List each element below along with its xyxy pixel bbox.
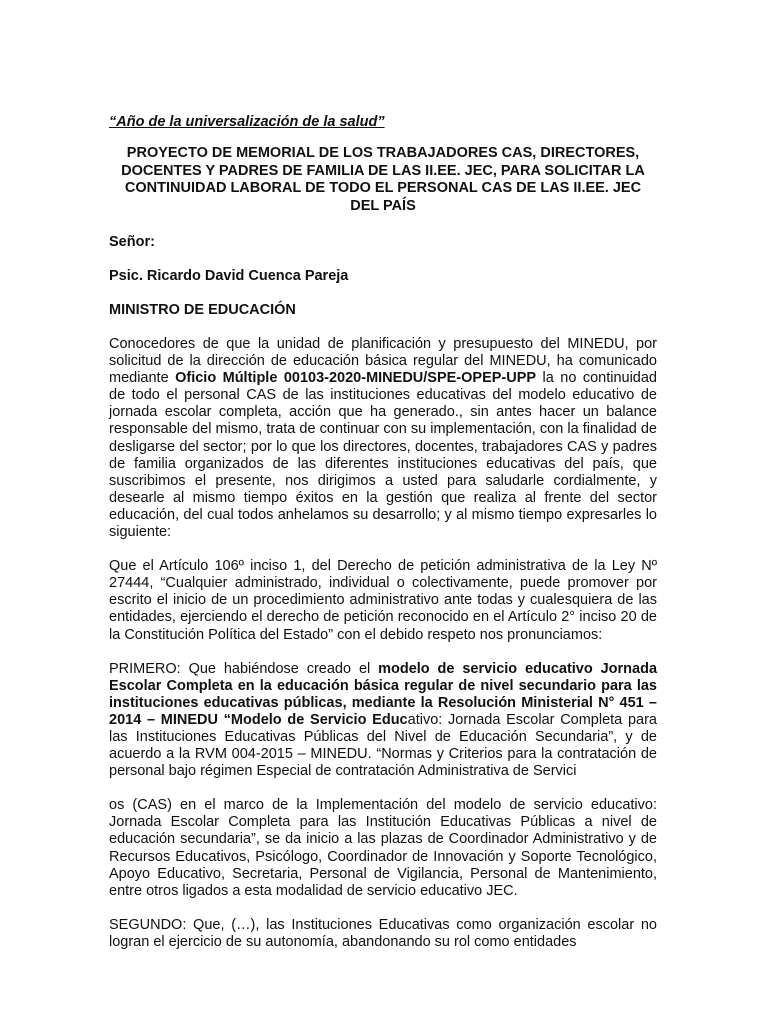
salutation: Señor: [109,234,155,250]
addressee-office: MINISTRO DE EDUCACIÓN [109,302,296,318]
addressee-name: Psic. Ricardo David Cuenca Pareja [109,268,349,284]
year-motto: “Año de la universalización de la salud” [109,114,385,130]
paragraph-segundo: SEGUNDO: Que, (…), las Instituciones Educativas como organización escolar no logran el ejercicio de su autonomía, abandonando su rol como entidades [109,916,657,950]
document-title: PROYECTO DE MEMORIAL DE LOS TRABAJADORES CAS, DIRECTORES, DOCENTES Y PADRES DE FAMILIA DE LAS II.EE. JEC, PARA SOLICITAR LA CONTINUIDAD LABORAL DE TODO EL PERSONAL CAS DE LAS II.EE. JEC DEL PAÍS [121,145,645,214]
paragraph-primero-text-a: PRIMERO: Que habiéndose creado el [109,660,379,677]
paragraph-primero [109,661,657,781]
paragraph-primero-text-b: ativo: Jornada Escolar Completa para las Instituciones Educativas Públicas del Nivel de Educación Secundaria”, y de acuerdo a la RVM 004-2015 – MINEDU. “Normas y Criterios para la contratación de personal bajo régimen Especial de contratación Administrativa de Servici [109,711,657,780]
paragraph-primero-continued: os (CAS) en el marco de la Implementación del modelo de servicio educativo: Jornada Escolar Completa para las Institución Educativas Públicas a nivel de educación secundaria”, se da inicio a las plazas de Coordinador Administrativo y de Recursos Educativos, Psicólogo, Coordinador de Innovación y Soporte Tecnológico, Apoyo Educativo, Secretaria, Personal de Vigilancia, Personal de Mantenimiento, entre otros ligados a esta modalidad de servicio educativo JEC. [109,797,657,899]
paragraph-primero-bold: modelo de servicio educativo Jornada Escolar Completa en la educación básica regular de nivel secundario para las instituciones educativas públicas, mediante la Resolución Ministerial N° 451 – 2014 – MINEDU “Modelo de Servicio Educ [109,660,658,728]
paragraph-intro-text-b: la no continuidad de todo el personal CAS de las instituciones educativas del modelo educativo de jornada escolar completa, acción que ha generado., sin antes hacer un balance responsable del mismo, trata de continuar con su implementación, con la finalidad de desligarse del sector; por lo que los directores, docentes, trabajadores CAS y padres de familia organizados de las diferentes instituciones educativas del país, que suscribimos el presente, nos dirigimos a usted para saludarle cordialmente, y desearle al mismo tiempo éxitos en la gestión que realiza al frente del sector educación, del cual todos anhelamos su desarrollo; y al mismo tiempo expresarles lo siguiente: [109,370,657,541]
document-body [109,114,657,968]
paragraph-intro-text-a: Conocedores de que la unidad de planificación y presupuesto del MINEDU, por solicitud de la dirección de educación básica regular del MINEDU, ha comunicado mediante [109,336,657,387]
paragraph-intro [109,336,657,541]
oficio-reference: Oficio Múltiple 00103-2020-MINEDU/SPE-OPEP-UPP [175,370,537,387]
paragraph-legal-basis: Que el Artículo 106º inciso 1, del Derecho de petición administrativa de la Ley Nº 27444, “Cualquier administrado, individual o colectivamente, puede promover por escrito el inicio de un procedimiento administrativo ante todas y cualesquiera de las entidades, ejerciendo el derecho de petición reconocido en el Artículo 2° inciso 20 de la Constitución Política del Estado” con el debido respeto nos pronunciamos: [109,558,657,643]
